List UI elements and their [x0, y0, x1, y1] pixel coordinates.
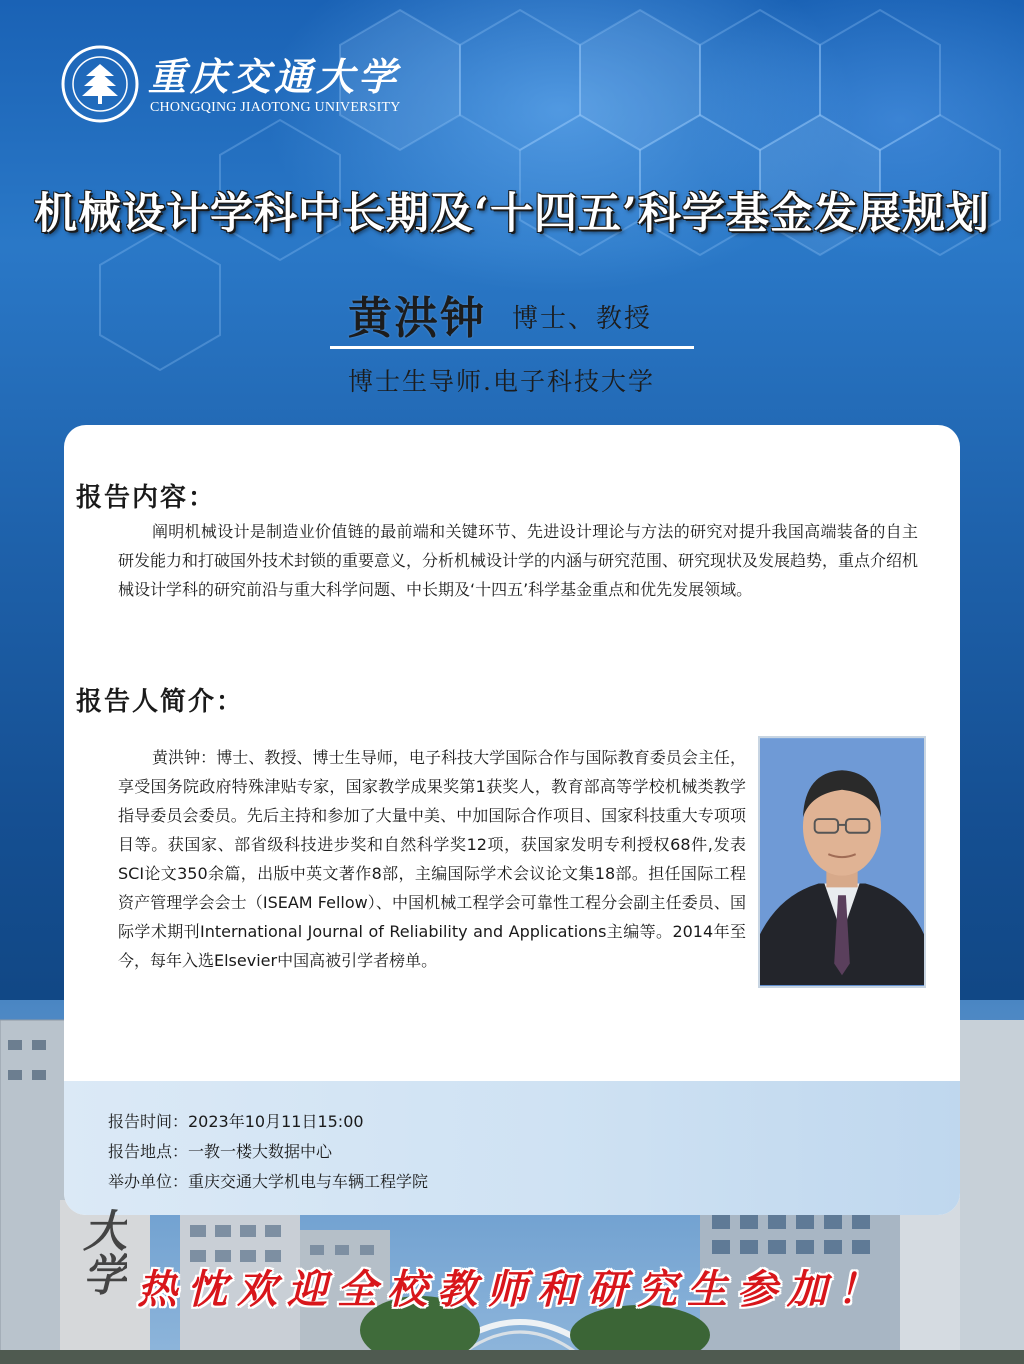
info-card [64, 425, 960, 1215]
university-name-cn: 重庆交通大学 [148, 54, 401, 99]
speaker-intro-heading: 报告人简介： [76, 687, 245, 717]
report-content-heading: 报告内容： [76, 483, 217, 513]
report-title: 机械设计学科中长期及‘十四五’科学基金发展规划 [34, 189, 990, 239]
event-organizer: 举办单位：重庆交通大学机电与车辆工程学院 [108, 1172, 429, 1191]
university-logo [60, 44, 401, 124]
speaker-rank: 博士、教授 [512, 304, 653, 334]
speaker-intro-text: 黄洪钟：博士、教授、博士生导师，电子科技大学国际合作与国际教育委员会主任，享受国务院政府特殊津贴专家，国家教学成果奖第1获奖人，教育部高等学校机械类教学指导委员会委员。先后主持和参加了大量中美、中加国际合作项目、国家科技重大专项项目等。获国家、部省级科技进步奖和自然科学奖12项，获国家发明专利授权68件,发表SCI论文350余篇，出版中英文著作8部，主编国际学术会议论文集18部。担任国际工程资产管理学会会士（ISEAM Fellow）、中国机械工程学会可靠性工程分会副主任委员、国际学术期刊International Journal of Reliability and Applications主编等。2014年至今，每年入选Elsevier中国高被引学者榜单。 [118, 748, 746, 970]
invitation-slogan: 热忱欢迎全校教师和研究生参加！ [137, 1266, 887, 1313]
university-seal-icon [60, 44, 140, 124]
event-time: 报告时间：2023年10月11日15:00 [108, 1112, 364, 1131]
speaker-divider [330, 346, 694, 349]
gate-sign: 大学 [75, 1208, 126, 1296]
speaker-name: 黄洪钟 [348, 293, 486, 344]
university-name-en: CHONGQING JIAOTONG UNIVERSITY [150, 100, 401, 115]
event-location: 报告地点：一教一楼大数据中心 [108, 1142, 333, 1161]
speaker-portrait-image [758, 736, 926, 988]
report-content-text: 阐明机械设计是制造业价值链的最前端和关键环节、先进设计理论与方法的研究对提升我国高端装备的自主研发能力和打破国外技术封锁的重要意义，分析机械设计学的内涵与研究范围、研究现状及发展趋势，重点介绍机械设计学科的研究前沿与重大科学问题、中长期及‘十四五’科学基金重点和优先发展领域。 [118, 522, 919, 599]
speaker-affiliation: 博士生导师.电子科技大学 [348, 367, 655, 396]
